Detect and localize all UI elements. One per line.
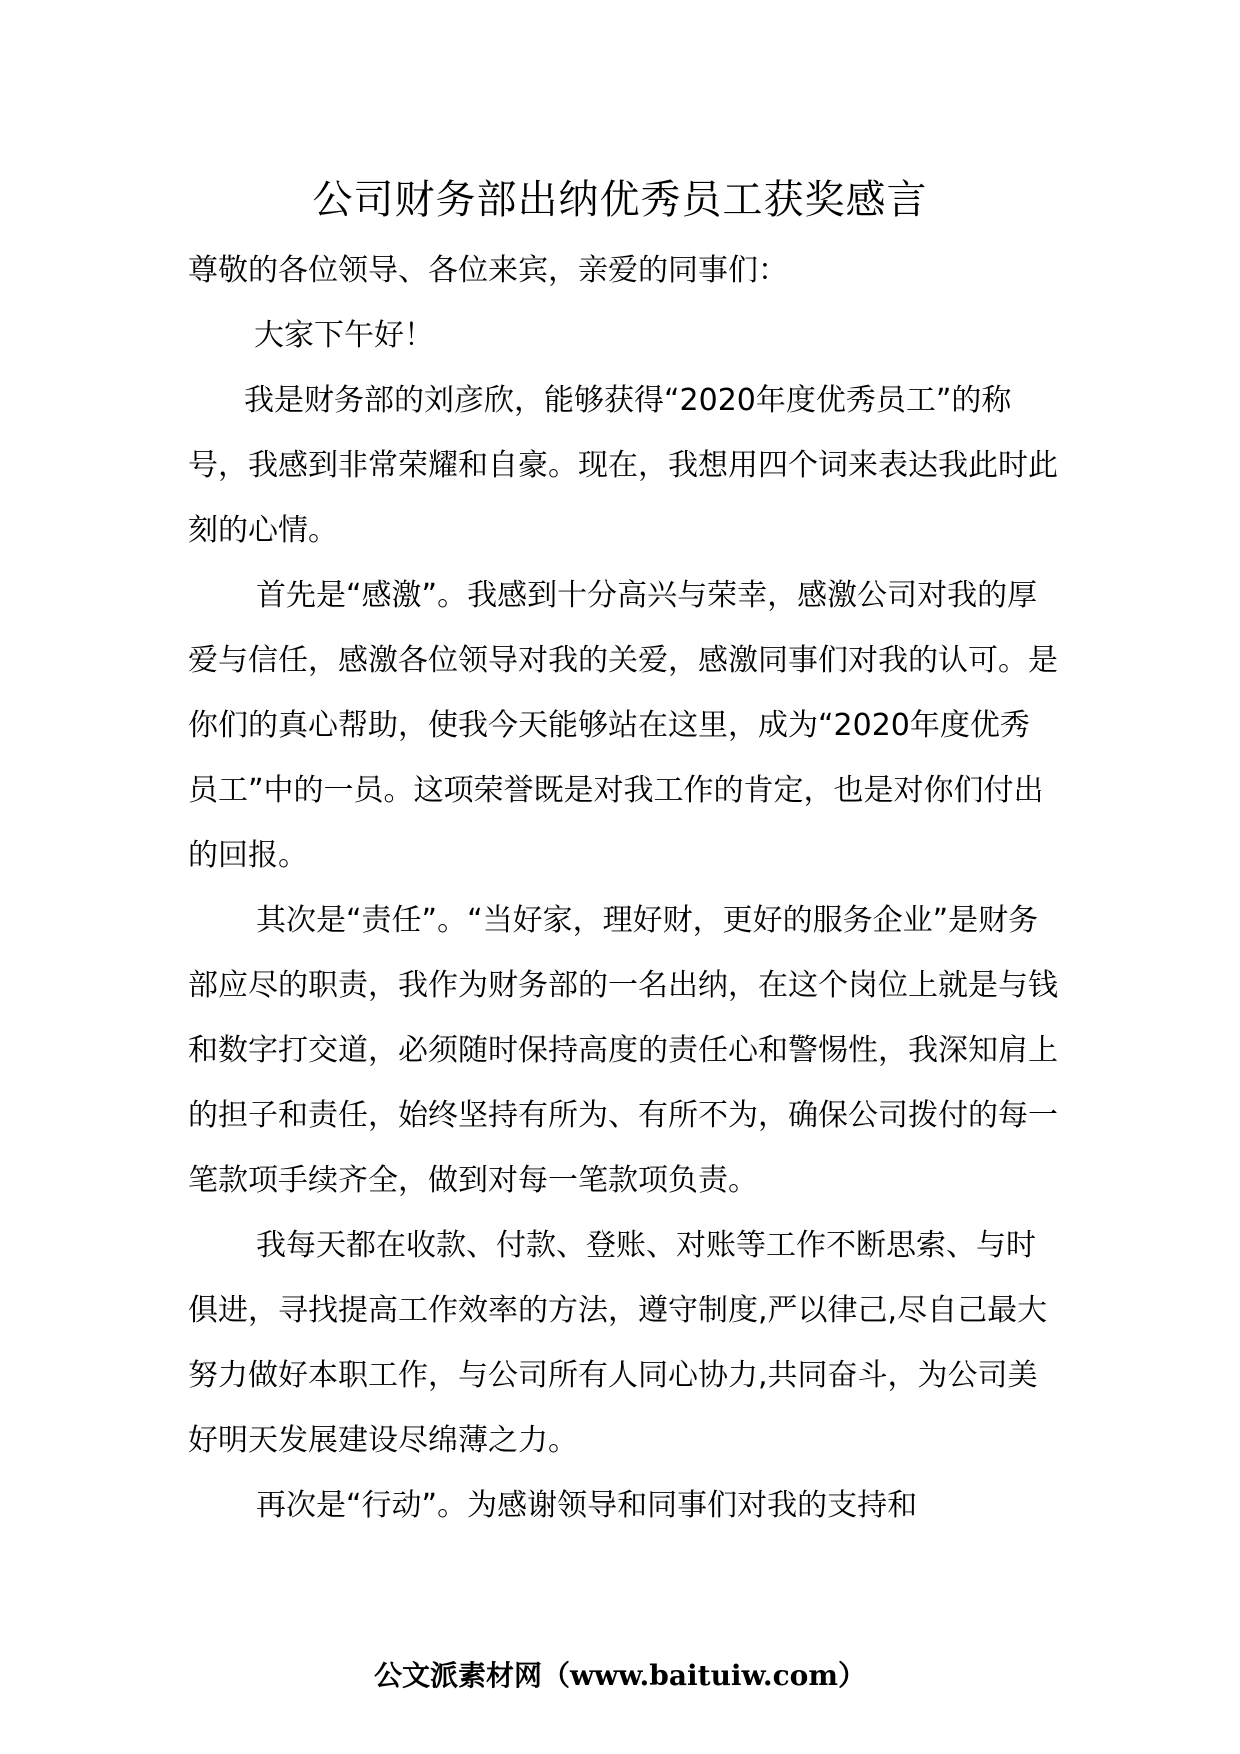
- salutation: 尊敬的各位领导、各位来宾，亲爱的同事们：: [188, 253, 788, 288]
- document-title: 公司财务部出纳优秀员工获奖感言: [312, 177, 928, 223]
- document-body: [188, 238, 1058, 1538]
- paragraph-gratitude: 首先是“感激”。我感到十分高兴与荣幸，感激公司对我的厚爱与信任，感激各位领导对我的关爱，感激同事们对我的认可。是你们的真心帮助，使我今天能够站在这里，成为“2020年度优秀员工”中的一员。这项荣誉既是对我工作的肯定，也是对你们付出的回报。: [188, 578, 1058, 873]
- paragraph-action: 再次是“行动”。为感谢领导和同事们对我的支持和: [256, 1488, 918, 1523]
- page-footer: 公文派素材网（www.baituiw.com）: [374, 1659, 866, 1692]
- paragraph-responsibility: 其次是“责任”。“当好家，理好财，更好的服务企业”是财务部应尽的职责，我作为财务部的一名出纳，在这个岗位上就是与钱和数字打交道，必须随时保持高度的责任心和警惕性，我深知肩上的担子和责任，始终坚持有所为、有所不为，确保公司拨付的每一笔款项手续齐全，做到对每一笔款项负责。: [188, 903, 1058, 1198]
- paragraph-daily-work: 我每天都在收款、付款、登账、对账等工作不断思索、与时俱进，寻找提高工作效率的方法，遵守制度,严以律己,尽自己最大努力做好本职工作，与公司所有人同心协力,共同奋斗，为公司美好明天发展建设尽绵薄之力。: [188, 1228, 1048, 1458]
- paragraph-intro: 我是财务部的刘彦欣，能够获得“2020年度优秀员工”的称号，我感到非常荣耀和自豪。现在，我想用四个词来表达我此时此刻的心情。: [188, 383, 1058, 548]
- greeting: 大家下午好！: [254, 318, 434, 353]
